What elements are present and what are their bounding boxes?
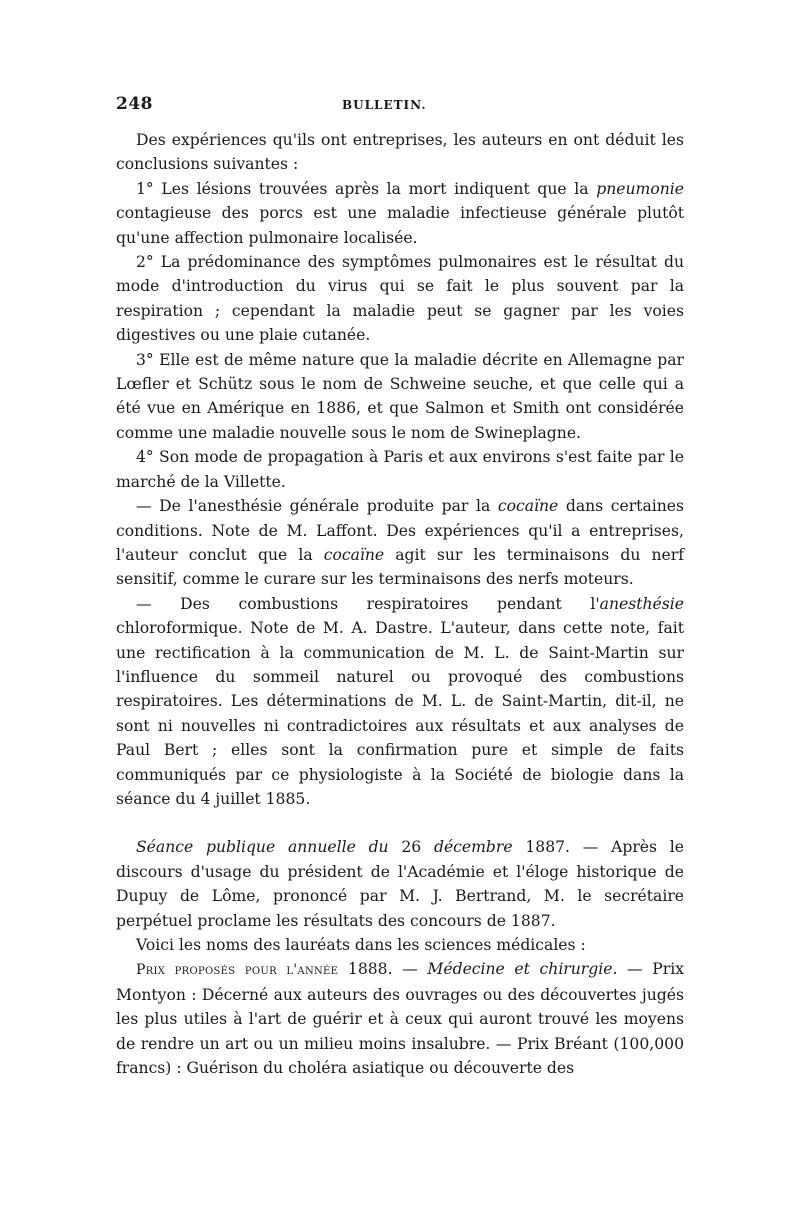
paragraph-conclusion-3: 3° Elle est de même nature que la maladie décrite en Allemagne par Lœfler et Schütz sous le nom de Schweine seuche, et que celle qui a été vue en Amérique en 1886, et que Salmon et Smith ont considérée comme une maladie nouvelle sous le nom de Swineplagne. xyxy=(116,350,684,442)
body-text xyxy=(116,128,684,1080)
page-number: 248 xyxy=(116,94,153,114)
book-page xyxy=(116,94,684,1080)
running-head: BULLETIN. xyxy=(342,98,427,112)
paragraph-conclusion-2: 2° La prédominance des symptômes pulmonaires est le résultat du mode d'introduction du virus qui se fait le plus souvent par la respiration ; cependant la maladie peut se gagner par les voies digestives ou une plaie cutanée. xyxy=(116,253,684,345)
paragraph-conclusion-4: 4° Son mode de propagation à Paris et aux environs s'est faite par le marché de la Villette. xyxy=(116,448,684,491)
section-spacer xyxy=(116,811,684,835)
page-header xyxy=(116,94,684,124)
paragraph-seance-publique: Séance publique annuelle du 26 décembre 1887. — Après le discours d'usage du président de l'Académie et l'éloge historique de Dupuy de Lôme, prononcé par M. J. Bertrand, M. le secrétaire perpétuel proclame les résultats des concours de 1887. xyxy=(116,838,684,930)
paragraph-prix: Prix proposés pour l'année 1888. — Médecine et chirurgie. — Prix Montyon : Décerné aux auteurs des ouvrages ou des découvertes jugés les plus utiles à l'art de guérir et à ceux qui auront trouvé les moyens de rendre un art ou un milieu moins insalubre. — Prix Bréant (100,000 francs) : Guérison du choléra asiatique ou découverte des xyxy=(116,960,684,1078)
paragraph-cocaine-note: — De l'anesthésie générale produite par la cocaïne dans certaines conditions. Note de M. Laffont. Des expériences qu'il a entreprises, l'auteur conclut que la cocaïne agit sur les terminaisons du nerf sensitif, comme le curare sur les terminaisons des nerfs moteurs. xyxy=(116,497,685,589)
paragraph-combustions-note: — Des combustions respiratoires pendant l'anesthésie chloroformique. Note de M. A. Dastre. L'auteur, dans cette note, fait une rectification à la communication de M. L. de Saint-Martin sur l'influence du sommeil naturel ou provoqué des combustions respiratoires. Les déterminations de M. L. de Saint-Martin, dit-il, ne sont ni nouvelles ni contradictoires aux résultats et aux analyses de Paul Bert ; elles sont la confirmation pure et simple de faits communiqués par ce physiologiste à la Société de biologie dans la séance du 4 juillet 1885. xyxy=(116,594,684,808)
paragraph-conclusion-1: 1° Les lésions trouvées après la mort indiquent que la pneumonie contagieuse des porcs est une maladie infectieuse générale plutôt qu'une affection pulmonaire localisée. xyxy=(116,179,684,247)
paragraph-laureats: Voici les noms des lauréats dans les sciences médicales : xyxy=(136,936,586,954)
paragraph-intro: Des expériences qu'ils ont entreprises, les auteurs en ont déduit les conclusions suivantes : xyxy=(116,131,684,174)
